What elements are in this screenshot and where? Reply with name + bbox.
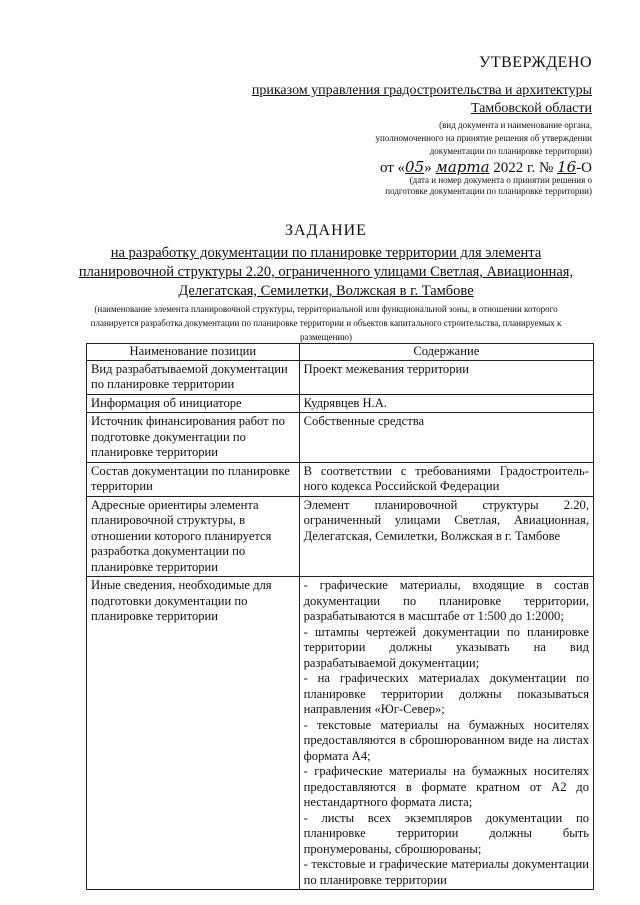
task-title-2: планировочной структуры 2.20, ограниченного улицами Светлая, Авиационная,: [78, 264, 574, 280]
approval-block: [192, 54, 592, 157]
approval-caption-3: документации по планировке территории): [429, 146, 592, 156]
list-item: - штампы чертежей документации по планировке территории должны указывать на вид разрабатываемой документации;: [303, 624, 589, 670]
approval-line-1: приказом управления градостроительства и архитектуры: [251, 83, 592, 98]
list-item: - текстовые материалы на бумажных носителях предоставляются в сброшюрованном виде на листах формата А4;: [303, 717, 589, 763]
approval-caption-2: уполномоченного на принятие решения об утверждении: [375, 133, 592, 143]
order-prefix: от «: [379, 160, 406, 176]
row-name: Источник финансирования работ по подготовке документации по планировке территории: [87, 413, 300, 463]
header-position-name: Наименование позиции: [87, 344, 300, 361]
task-caption-2: планируется разработка документации по планировке территории и объектов капитального строительства, планируемых к: [90, 318, 562, 328]
order-year: 2022 г. №: [493, 160, 554, 176]
list-item: - листы всех экземпляров документации по планировке территории должны быть пронумерованы, сброшюрованы;: [303, 810, 589, 856]
order-month: марта: [435, 158, 490, 176]
row-value: Собственные средства: [299, 413, 593, 463]
row-value: Элемент планировочной структуры 2.20, ограниченный улицами Светлая, Авиационная, Делегатская, Семилетки, Волжская в г. Тамбове: [299, 496, 593, 577]
task-header: [56, 222, 596, 343]
approval-caption-1: (вид документа и наименование органа,: [439, 120, 592, 130]
order-mid: »: [424, 160, 432, 176]
row-value-list: [299, 577, 593, 890]
order-day: 05: [405, 158, 425, 176]
list-item: - на графических материалах документации по планировке территории должны показываться направления «Юг-Север»;: [303, 671, 589, 716]
order-number: 16: [557, 158, 577, 176]
table-row: [87, 413, 594, 463]
row-name: Состав документации по планировке территории: [87, 462, 300, 496]
task-caption-1: (наименование элемента планировочной структуры, территориальной или функциональной зоны, в отношении которого: [94, 304, 558, 314]
list-item: - графические материалы, входящие в состав документации по планировке территории, разрабатываются в масштабе от 1:500 до 1:2000;: [303, 578, 589, 623]
approval-title: УТВЕРЖДЕНО: [478, 54, 592, 71]
order-caption: [292, 175, 592, 197]
task-table: [86, 343, 594, 890]
task-heading: ЗАДАНИЕ: [285, 222, 367, 239]
table-row: [87, 360, 594, 394]
task-title-3: Делегатская, Семилетки, Волжская в г. Тамбове: [178, 283, 474, 299]
order-caption-1: (дата и номер документа о принятии решения о: [409, 175, 592, 185]
row-value: В соответствии с требованиями Градостроитель-ного кодекса Российской Федерации: [299, 462, 593, 496]
row-value: Проект межевания территории: [299, 360, 593, 394]
task-title-1: на разработку документации по планировке территории для элемента: [110, 245, 542, 261]
row-name: Информация об инициаторе: [87, 394, 300, 413]
order-suffix: -О: [576, 160, 592, 176]
row-value: Кудрявцев Н.А.: [299, 394, 593, 413]
table-row: [87, 577, 594, 890]
table-row: [87, 462, 594, 496]
order-caption-2: подготовке документации по планировке территории): [385, 186, 592, 196]
row-name: Вид разрабатываемой документации по планировке территории: [87, 360, 300, 394]
table-row: [87, 496, 594, 577]
table-header-row: [87, 344, 594, 361]
list-item: - графические материалы на бумажных носителях предоставляются в формате кратном от А2 до нестандартного формата листа;: [303, 764, 589, 809]
table-row: [87, 394, 594, 413]
row-name: Адресные ориентиры элемента планировочной структуры, в отношении которого планируется разработка документации по планировке территории: [87, 496, 300, 577]
row-name: Иные сведения, необходимые для подготовки документации по планировке территории: [87, 577, 300, 890]
approval-line-2: Тамбовской области: [470, 101, 592, 116]
list-item: - текстовые и графические материалы документации по планировке территории: [303, 857, 589, 887]
header-content: Содержание: [299, 344, 593, 361]
task-caption-3: размещению): [300, 332, 352, 342]
